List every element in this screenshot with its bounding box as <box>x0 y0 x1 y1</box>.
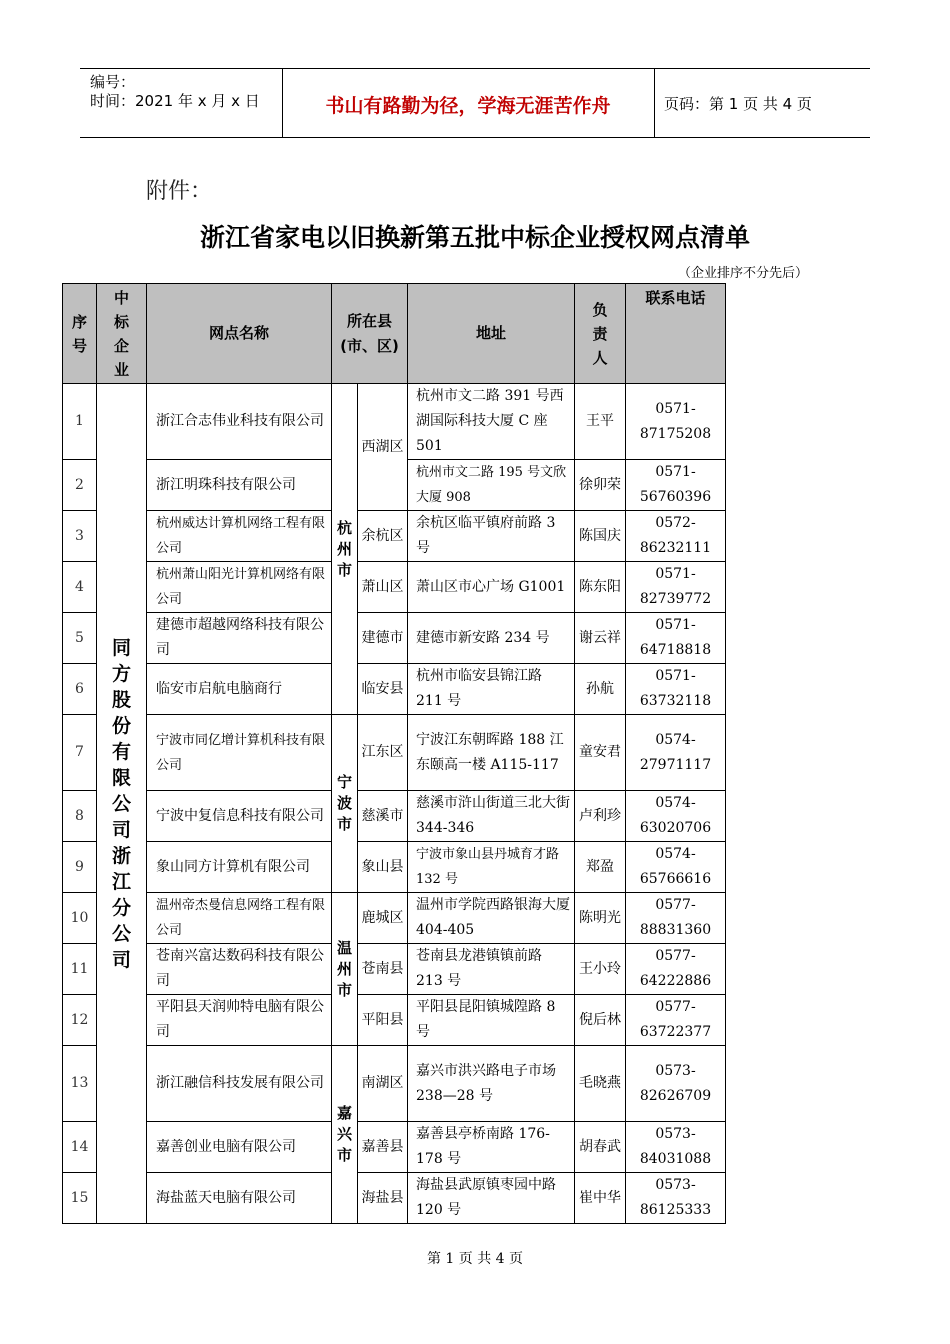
page-footer: 第 1 页 共 4 页 <box>426 1251 524 1267</box>
row-number: 3 <box>63 511 97 562</box>
phone: 0577-64222886 <box>626 944 726 995</box>
phone: 0571-82739772 <box>626 562 726 613</box>
contact-person: 胡春武 <box>575 1122 626 1173</box>
phone: 0571-63732118 <box>626 664 726 715</box>
phone: 0573-86125333 <box>626 1173 726 1224</box>
table-row <box>63 511 726 562</box>
outlet-name: 海盐蓝天电脑有限公司 <box>147 1173 332 1224</box>
phone: 0573-84031088 <box>626 1122 726 1173</box>
header-phone: 联系电话 <box>626 284 726 384</box>
county-cell: 南湖区 <box>358 1046 408 1122</box>
row-number: 6 <box>63 664 97 715</box>
table-row <box>63 995 726 1046</box>
county-cell: 海盐县 <box>358 1173 408 1224</box>
outlet-name: 浙江合志伟业科技有限公司 <box>147 384 332 460</box>
contact-person: 王小玲 <box>575 944 626 995</box>
row-number: 10 <box>63 893 97 944</box>
county-cell: 平阳县 <box>358 995 408 1046</box>
header-divider <box>654 69 655 137</box>
header-company: 中标企业 <box>97 284 147 384</box>
address: 海盐县武原镇枣园中路 120 号 <box>408 1173 575 1224</box>
outlet-name: 浙江融信科技发展有限公司 <box>147 1046 332 1122</box>
header-address: 地址 <box>408 284 575 384</box>
table-header-row <box>63 284 726 384</box>
document-title: 浙江省家电以旧换新第五批中标企业授权网点清单 <box>199 223 750 252</box>
phone: 0574-65766616 <box>626 842 726 893</box>
county-cell: 临安县 <box>358 664 408 715</box>
phone: 0574-63020706 <box>626 791 726 842</box>
table-row <box>63 562 726 613</box>
table-row <box>63 384 726 460</box>
phone: 0574-27971117 <box>626 715 726 791</box>
row-number: 1 <box>63 384 97 460</box>
address: 平阳县昆阳镇城隍路 8 号 <box>408 995 575 1046</box>
header-page-info: 页码：第 1 页 共 4 页 <box>664 95 812 113</box>
contact-person: 陈国庆 <box>575 511 626 562</box>
outlet-name: 温州帝杰曼信息网络工程有限公司 <box>147 893 332 944</box>
outlet-name: 苍南兴富达数码科技有限公司 <box>147 944 332 995</box>
phone: 0571-87175208 <box>626 384 726 460</box>
phone: 0571-64718818 <box>626 613 726 664</box>
address: 杭州市临安县锦江路 211 号 <box>408 664 575 715</box>
county-cell: 建德市 <box>358 613 408 664</box>
address: 慈溪市浒山街道三北大街 344-346 <box>408 791 575 842</box>
phone: 0571-56760396 <box>626 460 726 511</box>
address: 宁波市象山县丹城育才路 132 号 <box>408 842 575 893</box>
attachment-label: 附件： <box>146 179 213 204</box>
county-cell: 江东区 <box>358 715 408 791</box>
outlet-table <box>62 283 726 1224</box>
row-number: 12 <box>63 995 97 1046</box>
phone: 0573-82626709 <box>626 1046 726 1122</box>
address: 苍南县龙港镇镇前路 213 号 <box>408 944 575 995</box>
city-hangzhou: 杭州市 <box>332 384 358 715</box>
header-outlet: 网点名称 <box>147 284 332 384</box>
contact-person: 孙航 <box>575 664 626 715</box>
city-jiaxing: 嘉兴市 <box>332 1046 358 1224</box>
outlet-name: 建德市超越网络科技有限公司 <box>147 613 332 664</box>
outlet-name: 平阳县天润帅特电脑有限公司 <box>147 995 332 1046</box>
company-cell: 同方股份有限公司浙江分公司 <box>97 384 147 1224</box>
table-row <box>63 1046 726 1122</box>
address: 嘉善县亭桥南路 176-178 号 <box>408 1122 575 1173</box>
outlet-name: 宁波中复信息科技有限公司 <box>147 791 332 842</box>
contact-person: 毛晓燕 <box>575 1046 626 1122</box>
phone: 0577-63722377 <box>626 995 726 1046</box>
address: 杭州市文二路 195 号文欣大厦 908 <box>408 460 575 511</box>
table-row <box>63 893 726 944</box>
outlet-name: 宁波市同亿增计算机科技有限公司 <box>147 715 332 791</box>
county-cell: 苍南县 <box>358 944 408 995</box>
table-row <box>63 944 726 995</box>
address: 建德市新安路 234 号 <box>408 613 575 664</box>
row-number: 14 <box>63 1122 97 1173</box>
header-county: 所在县(市、区) <box>332 284 408 384</box>
time-label: 时间：2021 年 x 月 x 日 <box>90 92 260 110</box>
header-head: 负责人 <box>575 284 626 384</box>
outlet-name: 杭州威达计算机网络工程有限公司 <box>147 511 332 562</box>
phone: 0572-86232111 <box>626 511 726 562</box>
row-number: 4 <box>63 562 97 613</box>
contact-person: 倪后林 <box>575 995 626 1046</box>
city-ningbo: 宁波市 <box>332 715 358 893</box>
county-cell: 嘉善县 <box>358 1122 408 1173</box>
outlet-name: 浙江明珠科技有限公司 <box>147 460 332 511</box>
phone: 0577-88831360 <box>626 893 726 944</box>
contact-person: 崔中华 <box>575 1173 626 1224</box>
county-cell: 慈溪市 <box>358 791 408 842</box>
contact-person: 徐卯荣 <box>575 460 626 511</box>
row-number: 8 <box>63 791 97 842</box>
address: 余杭区临平镇府前路 3 号 <box>408 511 575 562</box>
row-number: 15 <box>63 1173 97 1224</box>
contact-person: 卢利珍 <box>575 791 626 842</box>
row-number: 7 <box>63 715 97 791</box>
contact-person: 陈东阳 <box>575 562 626 613</box>
row-number: 9 <box>63 842 97 893</box>
table-row <box>63 715 726 791</box>
county-cell: 象山县 <box>358 842 408 893</box>
contact-person: 谢云祥 <box>575 613 626 664</box>
contact-person: 陈明光 <box>575 893 626 944</box>
address: 温州市学院西路银海大厦 404-405 <box>408 893 575 944</box>
county-cell: 鹿城区 <box>358 893 408 944</box>
row-number: 11 <box>63 944 97 995</box>
address: 萧山区市心广场 G1001 <box>408 562 575 613</box>
header-meta <box>90 73 260 111</box>
table-row <box>63 1173 726 1224</box>
county-cell: 萧山区 <box>358 562 408 613</box>
contact-person: 童安君 <box>575 715 626 791</box>
code-label: 编号： <box>90 73 136 91</box>
order-note: （企业排序不分先后） <box>677 266 808 281</box>
outlet-name: 象山同方计算机有限公司 <box>147 842 332 893</box>
table-row <box>63 664 726 715</box>
address: 宁波江东朝晖路 188 江东颐高一楼 A115-117 <box>408 715 575 791</box>
table-row <box>63 791 726 842</box>
row-number: 5 <box>63 613 97 664</box>
table-row <box>63 613 726 664</box>
county-cell: 余杭区 <box>358 511 408 562</box>
contact-person: 王平 <box>575 384 626 460</box>
county-cell: 西湖区 <box>358 384 408 511</box>
row-number: 2 <box>63 460 97 511</box>
page-header <box>80 68 870 138</box>
table-row <box>63 842 726 893</box>
contact-person: 郑盈 <box>575 842 626 893</box>
header-motto: 书山有路勤为径，学海无涯苦作舟 <box>325 95 611 117</box>
outlet-name: 临安市启航电脑商行 <box>147 664 332 715</box>
row-number: 13 <box>63 1046 97 1122</box>
header-seq: 序号 <box>63 284 97 384</box>
outlet-name: 杭州萧山阳光计算机网络有限公司 <box>147 562 332 613</box>
outlet-name: 嘉善创业电脑有限公司 <box>147 1122 332 1173</box>
address: 嘉兴市洪兴路电子市场 238—28 号 <box>408 1046 575 1122</box>
table-row <box>63 1122 726 1173</box>
address: 杭州市文二路 391 号西湖国际科技大厦 C 座 501 <box>408 384 575 460</box>
city-wenzhou: 温州市 <box>332 893 358 1046</box>
